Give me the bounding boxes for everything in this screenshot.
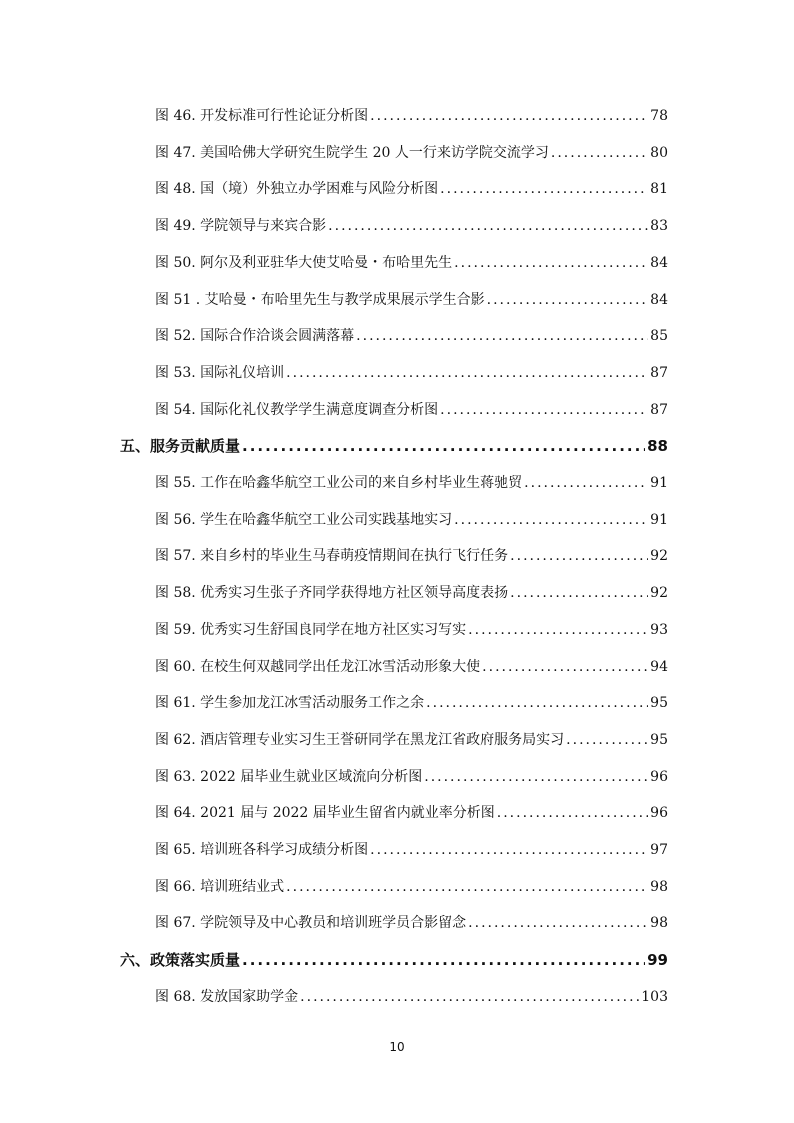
toc-dot-leader xyxy=(510,578,648,608)
toc-dot-leader xyxy=(300,982,639,1012)
toc-figure-entry[interactable] xyxy=(155,138,668,168)
toc-entry-page: 94 xyxy=(650,658,668,675)
toc-dot-leader xyxy=(286,358,648,388)
toc-entry-label: 图 52. 国际合作洽谈会圆满落幕 xyxy=(155,328,355,345)
toc-dot-leader xyxy=(286,872,648,902)
toc-entry-label: 六、政策落实质量 xyxy=(120,951,241,970)
toc-dot-leader xyxy=(356,321,648,351)
toc-figure-entry[interactable] xyxy=(155,248,668,278)
toc-figure-entry[interactable] xyxy=(155,395,668,425)
toc-entry-label: 图 53. 国际礼仪培训 xyxy=(155,364,285,381)
toc-entry-label: 图 60. 在校生何双越同学出任龙江冰雪活动形象大使 xyxy=(155,658,481,675)
toc-dot-leader xyxy=(566,725,648,755)
toc-entry-page: 87 xyxy=(650,401,668,418)
toc-entry-label: 图 50. 阿尔及利亚驻华大使艾哈曼・布哈里先生 xyxy=(155,254,453,271)
toc-figure-entry[interactable] xyxy=(155,762,668,792)
toc-dot-leader xyxy=(468,908,648,938)
toc-entry-page: 91 xyxy=(650,475,668,491)
toc-entry-page: 97 xyxy=(650,842,668,858)
toc-entry-page: 83 xyxy=(650,218,668,235)
toc-figure-entry[interactable] xyxy=(155,174,668,204)
toc-entry-page: 88 xyxy=(647,437,668,456)
toc-figure-entry[interactable] xyxy=(155,982,668,1012)
toc-figure-entry[interactable] xyxy=(155,505,668,535)
toc-entry-label: 图 49. 学院领导与来宾合影 xyxy=(155,218,327,235)
toc-dot-leader xyxy=(328,211,648,241)
toc-entry-page: 91 xyxy=(650,511,668,528)
toc-dot-leader xyxy=(497,798,648,828)
toc-entry-page: 98 xyxy=(650,878,668,895)
toc-entry-page: 84 xyxy=(650,254,668,271)
toc-entry-page: 87 xyxy=(650,364,668,381)
toc-entry-label: 图 66. 培训班结业式 xyxy=(155,878,285,895)
toc-entry-label: 图 56. 学生在哈鑫华航空工业公司实践基地实习 xyxy=(155,511,453,528)
toc-entry-label: 五、服务贡献质量 xyxy=(120,437,241,456)
toc-entry-label: 图 47. 美国哈佛大学研究生院学生 20 人一行来访学院交流学习 xyxy=(155,144,549,161)
toc-figure-entry[interactable] xyxy=(155,725,668,755)
toc-dot-leader xyxy=(510,541,648,571)
toc-entry-page: 93 xyxy=(650,621,668,638)
toc-entry-label: 图 68. 发放国家助学金 xyxy=(155,988,299,1005)
toc-figure-entry[interactable] xyxy=(155,541,668,571)
toc-figure-entry[interactable] xyxy=(155,358,668,388)
toc-entry-label: 图 64. 2021 届与 2022 届毕业生留省内就业率分析图 xyxy=(155,805,495,822)
toc-entry-label: 图 57. 来自乡村的毕业生马春萌疫情期间在执行飞行任务 xyxy=(155,548,509,565)
toc-entry-label: 图 67. 学院领导及中心教员和培训班学员合影留念 xyxy=(155,915,467,932)
toc-section-entry[interactable] xyxy=(120,431,668,461)
toc-entry-page: 78 xyxy=(650,108,668,124)
toc-dot-leader xyxy=(370,835,648,865)
toc-entry-label: 图 65. 培训班各科学习成绩分析图 xyxy=(155,842,369,858)
toc-entry-label: 图 63. 2022 届毕业生就业区域流向分析图 xyxy=(155,768,423,785)
toc-entry-page: 84 xyxy=(650,291,668,308)
toc-dot-leader xyxy=(424,762,648,792)
toc-entry-label: 图 61. 学生参加龙江冰雪活动服务工作之余 xyxy=(155,695,425,712)
toc-figure-entry[interactable] xyxy=(155,211,668,241)
toc-figure-entry[interactable] xyxy=(155,835,668,865)
toc-entry-page: 95 xyxy=(650,731,668,748)
toc-figure-entry[interactable] xyxy=(155,908,668,938)
toc-dot-leader xyxy=(454,248,648,278)
toc-figure-entry[interactable] xyxy=(155,468,668,498)
toc-dot-leader xyxy=(524,468,648,498)
toc-entry-label: 图 58. 优秀实习生张子齐同学获得地方社区领导高度表扬 xyxy=(155,585,509,602)
toc-entry-page: 99 xyxy=(647,951,668,970)
toc-figure-entry[interactable] xyxy=(155,321,668,351)
toc-figure-entry[interactable] xyxy=(155,285,668,315)
toc-figure-entry[interactable] xyxy=(155,798,668,828)
toc-dot-leader xyxy=(468,615,648,645)
toc-entry-label: 图 59. 优秀实习生舒国良同学在地方社区实习写实 xyxy=(155,621,467,638)
toc-dot-leader xyxy=(426,688,648,718)
toc-entry-page: 103 xyxy=(641,988,668,1005)
toc-dot-leader xyxy=(440,395,648,425)
toc-entry-page: 96 xyxy=(650,768,668,785)
toc-figure-entry[interactable] xyxy=(155,872,668,902)
toc-figure-entry[interactable] xyxy=(155,688,668,718)
toc-dot-leader xyxy=(242,431,645,461)
toc-entry-label: 图 46. 开发标准可行性论证分析图 xyxy=(155,108,369,124)
toc-dot-leader xyxy=(482,652,648,682)
toc-entry-page: 96 xyxy=(650,805,668,822)
toc-section-entry[interactable] xyxy=(120,945,668,975)
toc-dot-leader xyxy=(551,138,648,168)
toc-dot-leader xyxy=(487,285,649,315)
toc-figure-entry[interactable] xyxy=(155,615,668,645)
toc-entry-page: 81 xyxy=(650,181,668,198)
toc-entry-page: 85 xyxy=(650,328,668,345)
toc-entry-label: 图 51 . 艾哈曼・布哈里先生与教学成果展示学生合影 xyxy=(155,291,485,308)
toc-dot-leader xyxy=(440,174,648,204)
toc-entry-page: 95 xyxy=(650,695,668,712)
toc-figure-entry[interactable] xyxy=(155,101,668,131)
toc-entry-page: 80 xyxy=(650,144,668,161)
toc-entry-label: 图 54. 国际化礼仪教学学生满意度调查分析图 xyxy=(155,401,439,418)
toc-entry-page: 92 xyxy=(650,585,668,602)
toc-entry-label: 图 55. 工作在哈鑫华航空工业公司的来自乡村毕业生蒋驰贸 xyxy=(155,475,523,491)
toc-entry-page: 92 xyxy=(650,548,668,565)
page-number: 10 xyxy=(389,1040,405,1054)
toc-dot-leader xyxy=(242,945,645,975)
toc-entry-page: 98 xyxy=(650,915,668,932)
toc-entry-label: 图 48. 国（境）外独立办学困难与风险分析图 xyxy=(155,181,439,198)
toc-figure-entry[interactable] xyxy=(155,578,668,608)
toc-dot-leader xyxy=(454,505,648,535)
toc-figure-entry[interactable] xyxy=(155,652,668,682)
toc-dot-leader xyxy=(370,101,648,131)
toc-entry-label: 图 62. 酒店管理专业实习生王誉研同学在黑龙江省政府服务局实习 xyxy=(155,731,565,748)
